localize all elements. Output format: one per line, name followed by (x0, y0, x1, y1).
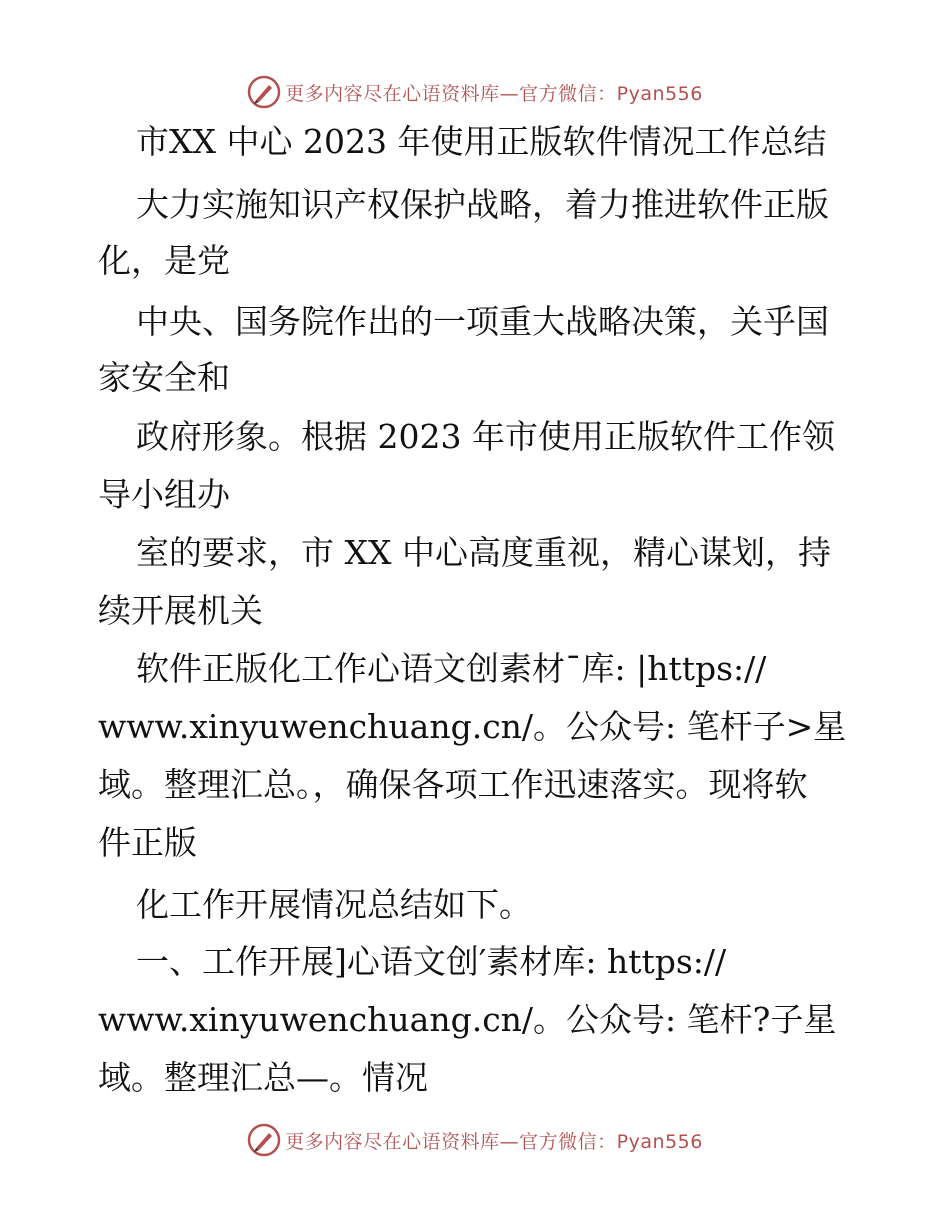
text-line: 域。整理汇总。，确保各项工作迅速落实。现将软 (98, 765, 808, 804)
text-line: 中央、国务院作出的一项重大战略决策，关乎国 (136, 302, 829, 341)
pen-logo-icon (247, 75, 281, 109)
text-line: 软件正版化工作心语文创素材¯库: |https:// (136, 649, 767, 688)
text-line: 化，是党 (98, 241, 230, 280)
text-line: 大力实施知识产权保护战略，着力推进软件正版 (136, 185, 829, 224)
banner-text: 更多内容尽在心语资料库—官方微信：Pyan556 (285, 82, 703, 105)
section-heading: 一、工作开展]心语文创′素材库: https:// (136, 942, 727, 981)
text-line: 导小组办 (98, 475, 230, 514)
banner-text: 更多内容尽在心语资料库—官方微信：Pyan556 (285, 1130, 703, 1153)
pen-logo-icon (247, 1123, 281, 1157)
text-line: 室的要求，市 XX 中心高度重视，精心谋划，持 (136, 533, 831, 572)
document-title: 市XX 中心 2023 年使用正版软件情况工作总结 (136, 122, 827, 161)
text-line: www.xinyuwenchuang.cn/。公众号: 笔杆子>星 (98, 707, 847, 746)
text-line: 域。整理汇总—。情况 (98, 1058, 428, 1097)
text-line: 化工作开展情况总结如下。 (136, 885, 532, 924)
text-line: 家安全和 (98, 358, 230, 397)
footer-banner (0, 1120, 950, 1160)
text-line: 政府形象。根据 2023 年市使用正版软件工作领 (136, 417, 835, 456)
text-line: 续开展机关 (98, 591, 263, 630)
text-line: 件正版 (98, 823, 197, 862)
header-banner (0, 72, 950, 112)
text-line: www.xinyuwenchuang.cn/。公众号: 笔杆?子星 (98, 1000, 837, 1039)
